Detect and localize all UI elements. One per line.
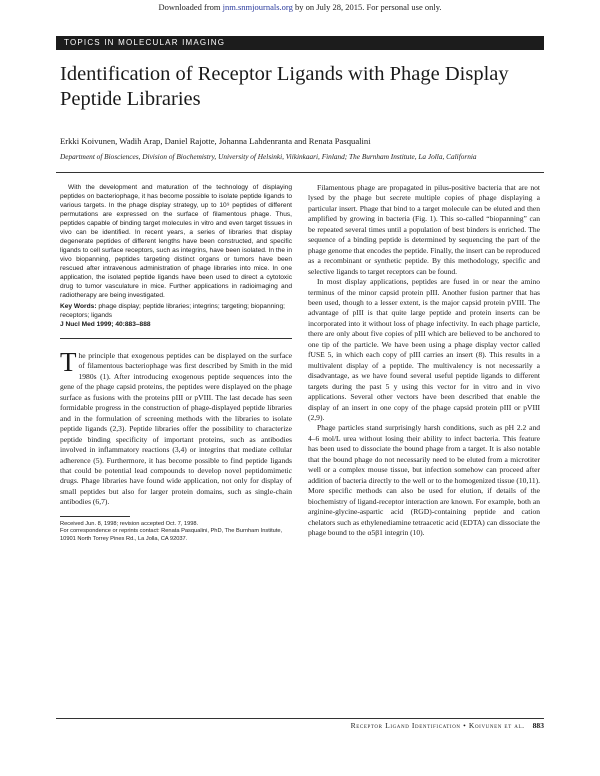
journal-site-link[interactable]: jnm.snmjournals.org — [222, 2, 293, 12]
keywords — [60, 302, 292, 320]
page-number: 883 — [532, 721, 544, 730]
page-footer — [308, 721, 544, 730]
keywords-label: Key Words: — [60, 303, 97, 310]
paragraph-display-applications: In most display applications, peptides are fused in or near the amino terminus of the minor capsid protein pIII. Another fusion partner that has been used, though to a lesser extent, is the major capsid protein pVIII. The advantage of pIII is that quite large peptide and protein inserts can be incorporated into it without loss of phage infectivity. In each phage particle, there are only about five copies of pIII which are believed to be anchored to one tip of the particle. We have been using a phage display vector called fUSE 5, in which each copy of pIII carries an insert (8). This results in a multivalent display of a peptide. The multivalency is not necessarily a disadvantage, as we have found several useful peptide ligands to different targets during the past 5 y using this vector for in vitro and in vivo applications. Several other vectors have been described that enable the display of an insert in one copy of the phage capsid protein pIII or pVIII (2,9). — [308, 277, 540, 422]
header-divider — [56, 172, 544, 173]
keywords-text: phage display; peptide libraries; integrins; targeting; biopanning; receptors; ligands — [60, 303, 285, 319]
intro-paragraph-text: he principle that exogenous peptides can be displayed on the surface of filamentous bacteriophage was first described by Smith in the mid 1980s (1). After introducing exogenous peptide sequences into the gene of the phage capsid proteins, the peptides were displayed on the phage surface as fusions with the proteins pIII or pVIII. The last decade has seen formidable progress in the construction of phage-displayed peptide libraries and in the formulation of screening methods with the libraries to isolate peptide ligands (2,3). Peptide libraries offer the possibility to characterize peptide binding specificity of important proteins, such as antibodies involved in inflammatory reactions (3,4) or integrins that mediate cellular adherence (5). Furthermore, it has become possible to find peptide ligands that could be potential lead compounds to develop novel peptidomimetic drugs. Phage libraries have found wide application, not only for display of small peptides but also for larger protein domains, such as single-chain antibodies (6,7). — [60, 351, 292, 507]
download-prefix: Downloaded from — [158, 2, 223, 12]
footnote — [60, 521, 292, 544]
drop-cap: T — [60, 347, 77, 377]
running-head: Receptor Ligand Identification • Koivunen et al. — [350, 721, 525, 730]
footnote-received: Received Jun. 8, 1998; revision accepted Oct. 7, 1998. — [60, 520, 199, 527]
left-column — [60, 183, 292, 543]
download-suffix: by on July 28, 2015. For personal use only. — [292, 2, 442, 12]
author-list: Erkki Koivunen, Wadih Arap, Daniel Rajotte, Johanna Lahdenranta and Renata Pasqualini — [60, 136, 371, 146]
footnote-correspondence: For correspondence or reprints contact: Renata Pasqualini, PhD, The Burnham Institute, 10901 North Torrey Pines Rd., La Jolla, CA 92037. — [60, 528, 283, 542]
download-notice — [0, 2, 600, 12]
abstract: With the development and maturation of the technology of displaying peptides on bacteriophage, it has become possible to isolate peptide ligands to various targets. In the phage display strategy, up to 10⁹ peptides of different permutations are expressed on the surface of filamentous phage. Thus, peptides capable of binding target molecules in vitro and even target tissues in vivo can be identified. In recent years, a series of libraries that display degenerate peptides of different lengths have been constructed, and specific ligands to cell surface receptors, such as integrins, have been isolated. In the in vivo biopanning, peptides targeting distinct organs or tumors have been rescued after intravenous administration of phage libraries into mice. In one application, the isolated peptide ligands have been used to direct a cytotoxic drug to tumor vasculature in mice. Further applications in radioimaging and radiotherapy are being investigated. — [60, 184, 293, 299]
paragraph-phage-conditions: Phage particles stand surprisingly harsh conditions, such as pH 2.2 and 4–6 mol/L urea without losing their ability to infect bacteria. This feature has been used to dissociate the bound phage from a target. It is also notable that the bound phage do not necessarily need to be eluted from a microtiter well or a complex mouse tissue, but infection somehow can proceed after addition of bacteria directly to the well or to the homogenized tissue (10,11). More specific methods can also be used for elution, if details of the biochemistry of ligand-receptor interaction are known. For example, both an arginine-glycine-aspartic acid (RGD)-containing peptide and cation chelators such as ethylenediamine tetraacetic acid (EDTA) can dissociate the phage bound to the α5β1 integrin (10). — [308, 423, 540, 537]
paragraph-filamentous-phage: Filamentous phage are propagated in pilus-positive bacteria that are not lysed by the phage but secrete multiple copies of phage displaying a particular insert. Phage that bind to a target molecule can be eluted and then amplified by growing in bacteria (Fig. 1). This so-called “biopanning” can be repeated several times until a population of best binders is enriched. The sequence of a binding peptide is determined by sequencing the part of the phage genome that encodes the peptide. Finally, the insert can be reproduced as a recombinant or synthetic peptide. By this methodology, specific and selective ligands to target receptors can be found. — [308, 183, 540, 276]
journal-citation: J Nucl Med 1999; 40:883–888 — [60, 321, 151, 328]
intro-paragraph — [60, 347, 292, 508]
right-body-text — [308, 183, 540, 538]
section-banner: TOPICS IN MOLECULAR IMAGING — [56, 36, 544, 50]
abstract-divider — [60, 338, 292, 339]
article-title: Identification of Receptor Ligands with Phage Display Peptide Libraries — [60, 63, 509, 110]
right-column — [308, 183, 540, 538]
footnote-divider — [60, 516, 130, 517]
journal-reference — [60, 320, 292, 329]
left-body-text — [60, 347, 292, 508]
footer-divider — [56, 718, 544, 719]
author-affiliation: Department of Biosciences, Division of Biochemistry, University of Helsinki, Viikinkaari, Finland; The Burnham Institute, La Jolla, California — [60, 152, 477, 161]
